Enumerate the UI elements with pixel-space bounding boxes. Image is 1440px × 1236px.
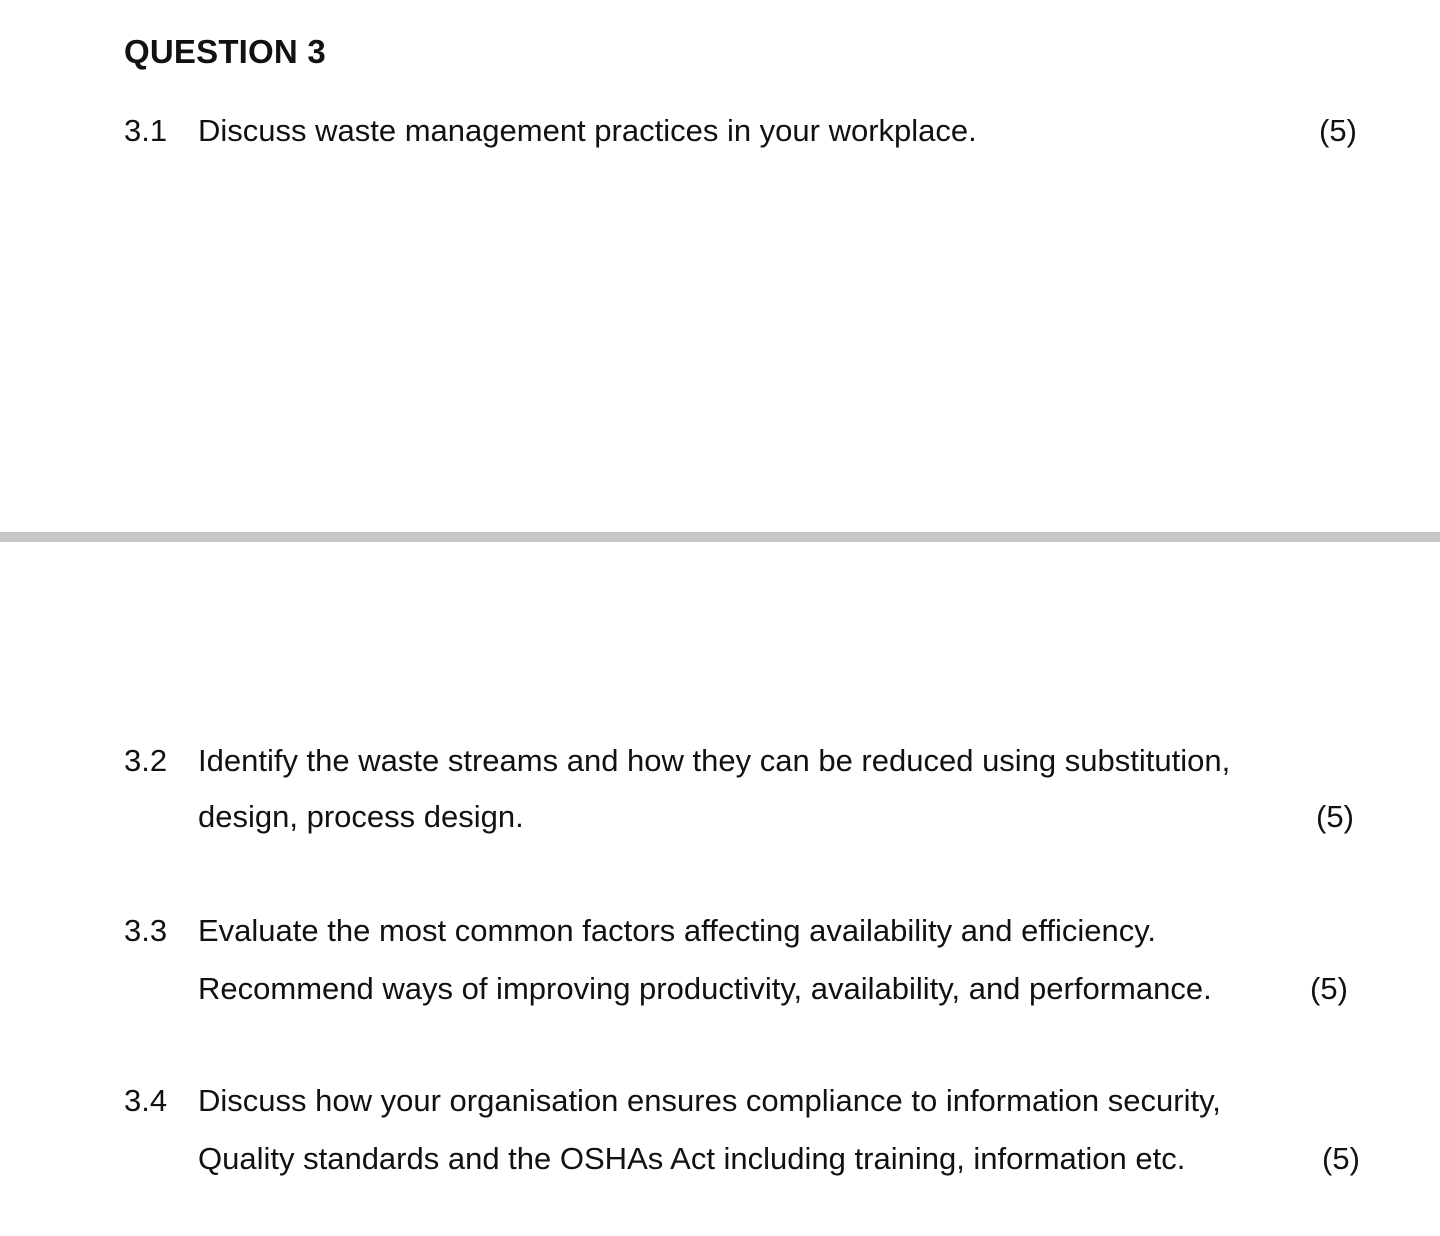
- question-number: 3.1: [124, 113, 168, 148]
- question-text-line: Identify the waste streams and how they can be reduced using substitution,: [198, 743, 1231, 778]
- question-text-line: design, process design.: [198, 799, 524, 834]
- question-3-2: [0, 738, 1440, 784]
- question-number: 3.4: [124, 1083, 168, 1118]
- page-break-divider: [0, 532, 1440, 542]
- question-text-line: Evaluate the most common factors affecting availability and efficiency.: [198, 913, 1157, 948]
- question-heading: QUESTION 3: [124, 33, 326, 70]
- question-3-3-continued: [0, 966, 1440, 1012]
- question-3-3: [0, 908, 1440, 954]
- question-mark: (5): [1319, 113, 1357, 148]
- question-text-line: Discuss waste management practices in your workplace.: [198, 113, 977, 148]
- question-mark: (5): [1316, 799, 1354, 834]
- question-number: 3.2: [124, 743, 168, 778]
- question-text-line: Discuss how your organisation ensures compliance to information security,: [198, 1083, 1221, 1118]
- question-mark: (5): [1310, 971, 1348, 1006]
- question-text-line: Quality standards and the OSHAs Act including training, information etc.: [198, 1141, 1186, 1176]
- question-text-line: Recommend ways of improving productivity, availability, and performance.: [198, 971, 1212, 1006]
- question-3-4: [0, 1078, 1440, 1124]
- question-3-2-continued: [0, 794, 1440, 840]
- question-number: 3.3: [124, 913, 168, 948]
- question-mark: (5): [1322, 1141, 1360, 1176]
- question-3-4-continued: [0, 1136, 1440, 1182]
- question-3-1: [0, 108, 1440, 154]
